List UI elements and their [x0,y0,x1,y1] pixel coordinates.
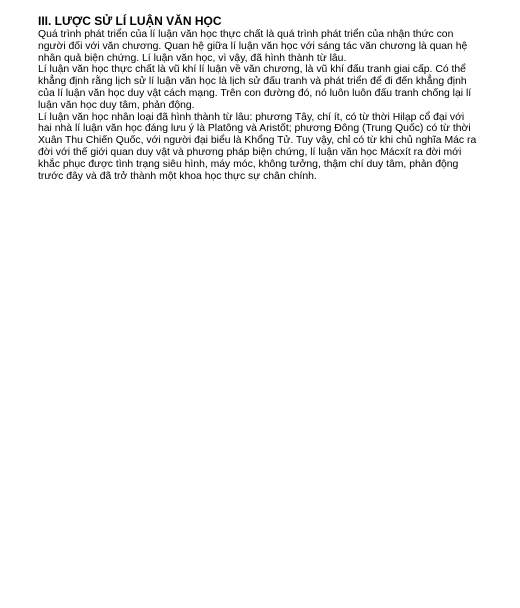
document-page [38,14,478,182]
paragraph-2: Lí luận văn học thực chất là vũ khí lí luận về văn chương, là vũ khí đấu tranh giai cấp. Có thể khẳng định rằng lịch sử lí luận văn học là lịch sử đấu tranh và phát triển để đi đến khẳng định của lí luận văn học duy vật cách mạng. Trên con đường đó, nó luôn luôn đấu tranh chống lại lí luận văn học duy tâm, phản động. [38,64,472,111]
paragraph-1: Quá trình phát triển của lí luận văn học thực chất là quá trình phát triển của nhận thức con người đối với văn chương. Quan hệ giữa lí luận văn học với sáng tác văn chương là quan hệ nhân quả biện chứng. Lí luận văn học, vì vậy, đã hình thành từ lâu. [38,29,468,64]
section-heading: III. LƯỢC SỬ LÍ LUẬN VĂN HỌC [38,14,222,28]
paragraph-3: Lí luận văn học nhân loại đã hình thành từ lâu: phương Tây, chí ít, có từ thời Hilạp cổ đại với hai nhà lí luận văn học đáng lưu ý là Platông và Aristốt; phương Đông (Trung Quốc) có từ thời Xuân Thu Chiến Quốc, với người đại biểu là Khổng Tử. Tuy vậy, chỉ có từ khi chủ nghĩa Mác ra đời với thế giới quan duy vật và phương pháp biện chứng, lí luận văn học Mácxít ra đời mới khắc phục được tình trạng siêu hình, máy móc, không tưởng, thậm chí duy tâm, phản động trước đây và đã trở thành một khoa học thực sự chân chính. [38,111,477,182]
